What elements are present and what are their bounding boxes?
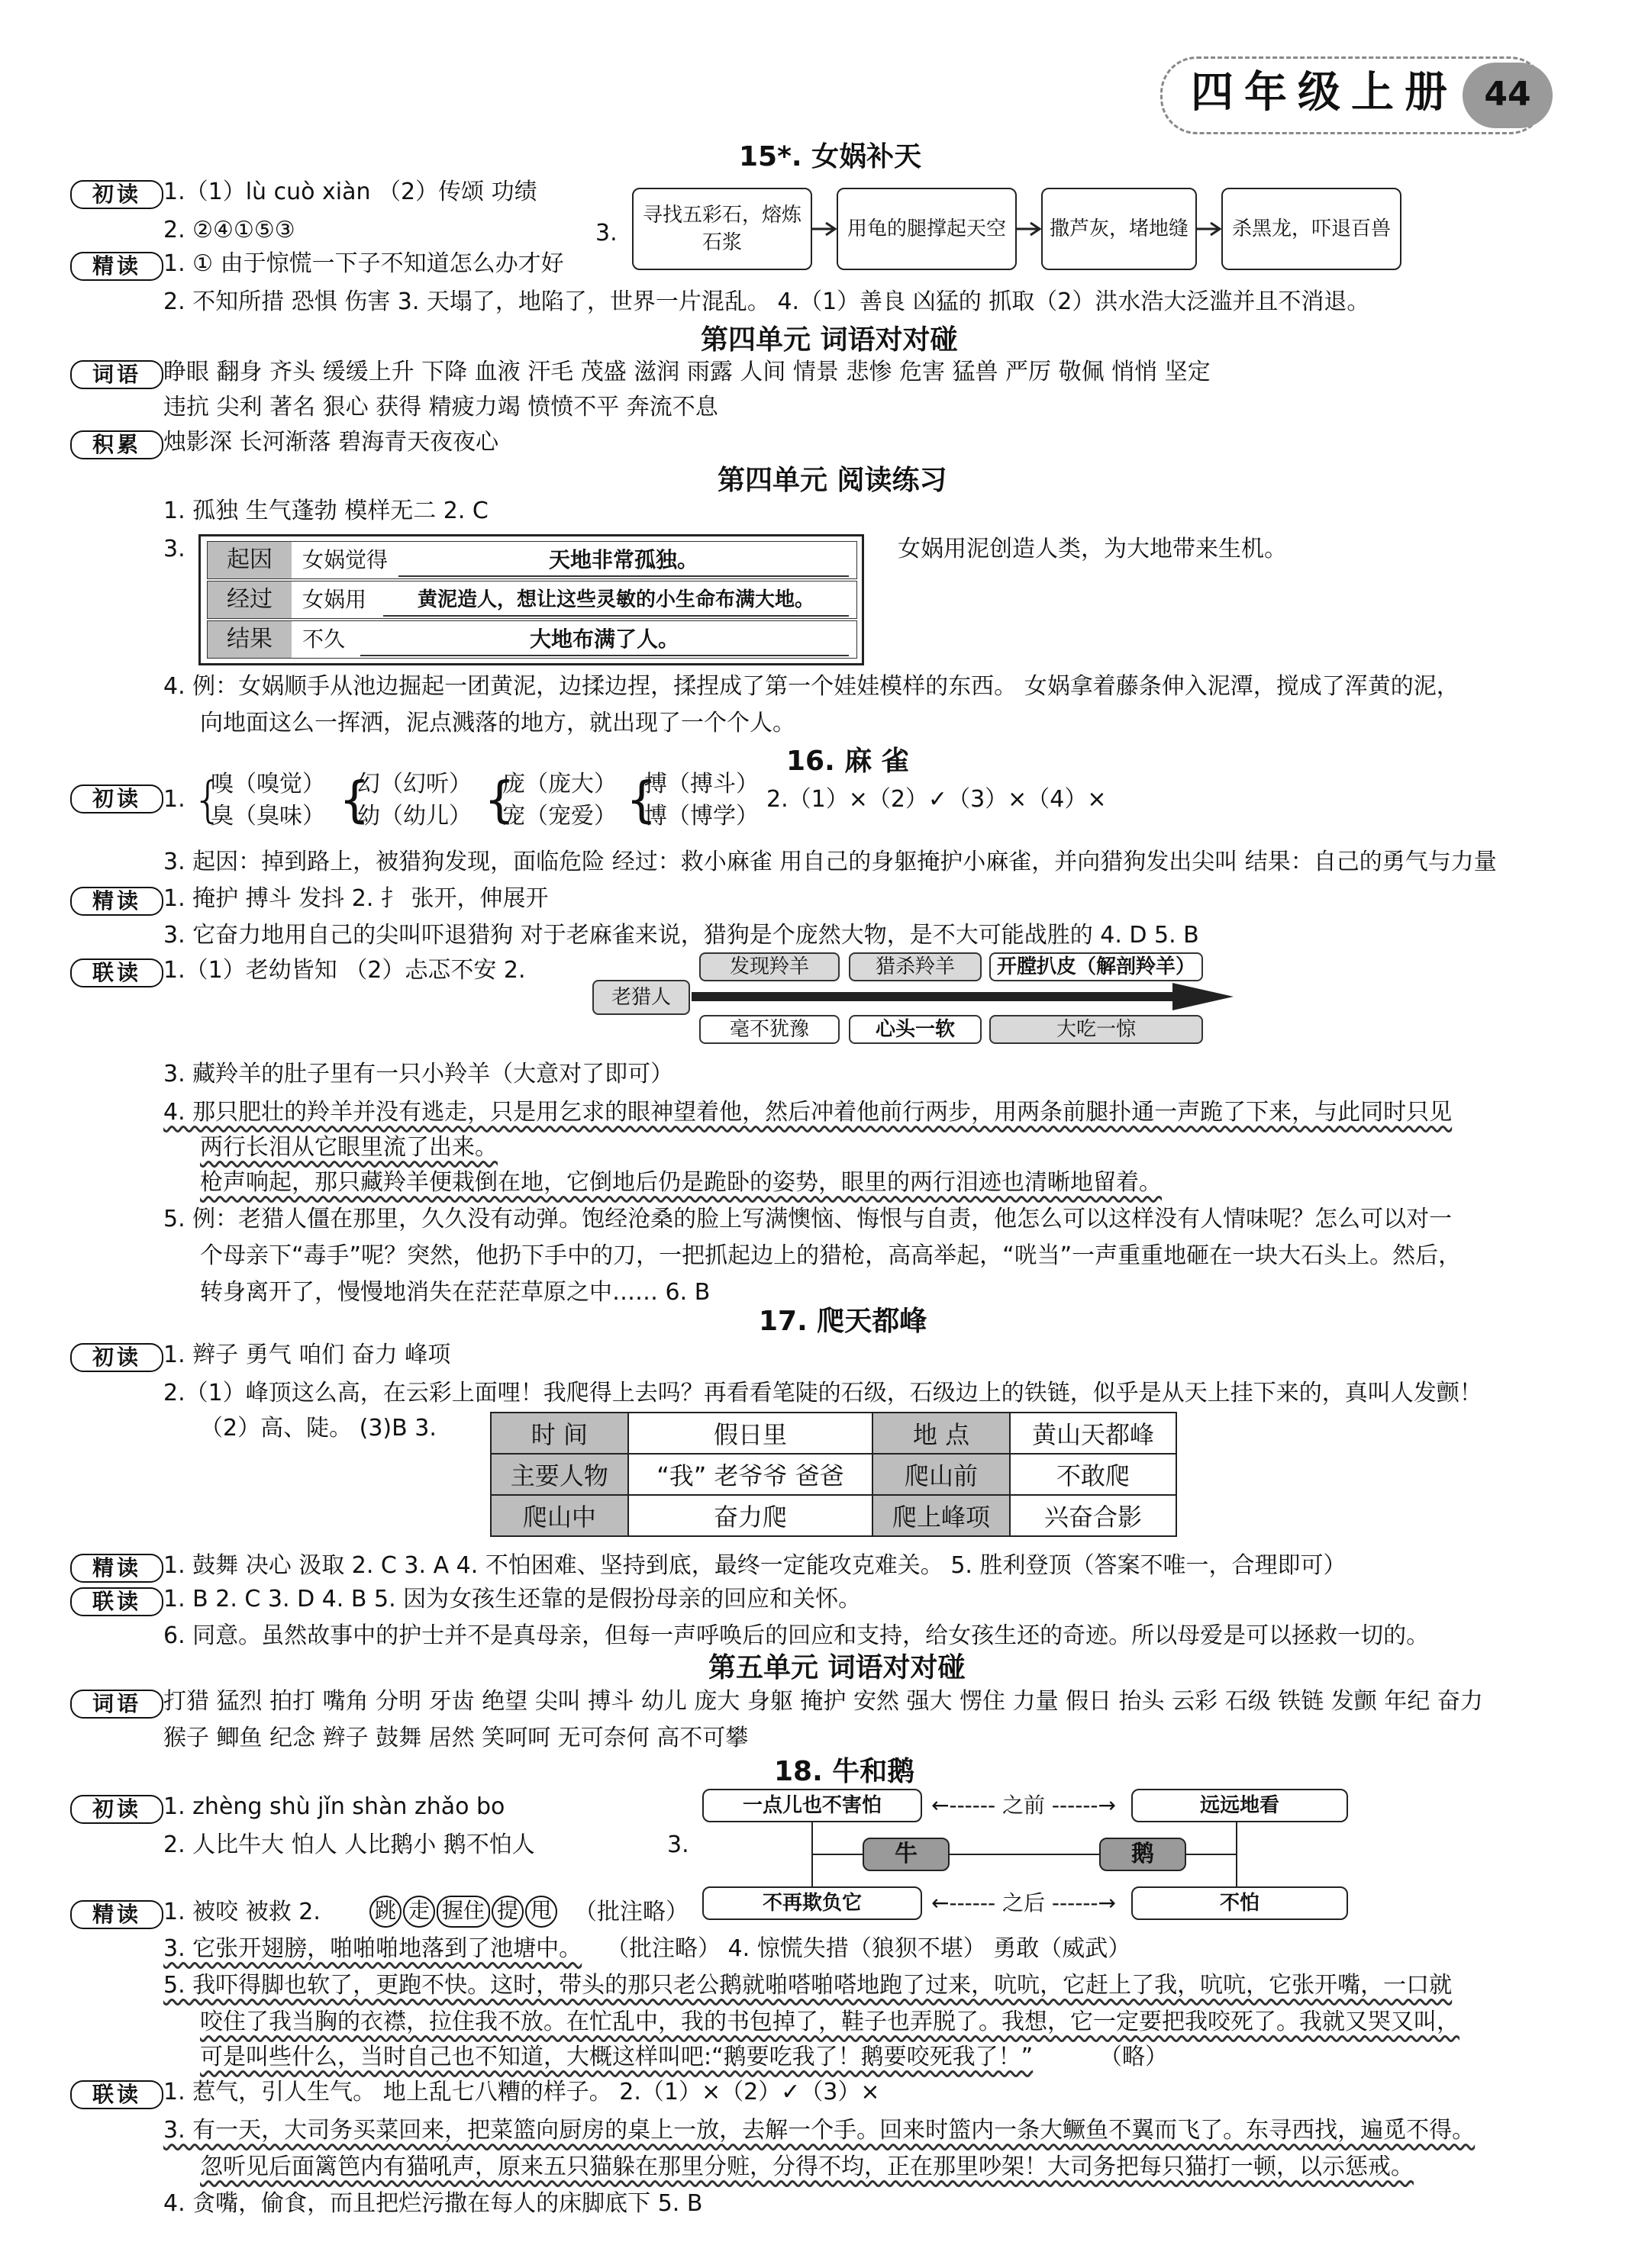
flow-text-2: 用龟的腿撑起天空 — [847, 217, 1006, 240]
tag-liandu: 联读 — [70, 1587, 163, 1616]
diag-after: ←------ 之后 ------→ — [931, 1890, 1116, 1915]
flow-text-1: 寻找五彩石，熔炼石浆 — [642, 204, 801, 254]
diag-text: 不再欺负它 — [762, 1892, 862, 1915]
row-pre: 不久 — [302, 627, 346, 652]
diag-goose — [1099, 1838, 1186, 1871]
s15-chu2: 2. ②④①⑤③ — [163, 217, 295, 243]
tag-chudu: 初读 — [70, 1795, 163, 1824]
u4-ci2: 违抗 尖利 著名 狠心 获得 精疲力竭 愤愤不平 奔流不息 — [163, 394, 718, 420]
s16-lian5a: 5. 例：老猎人僵在那里，久久没有动弹。饱经沧桑的脸上写满懊恼、悔恨与自责，他怎么可以这样没有人情味呢？怎么可以对一 — [163, 1206, 1453, 1232]
s15-jing2: 2. 不知所措 恐惧 伤害 3. 天塌了，地陷了，世界一片混乱。 4.（1）善良 凶猛的 抓取（2）洪水浩大泛滥并且不消退。 — [163, 288, 1370, 315]
s15-chu1: 1.（1）lù cuò xiàn （2）传颂 功绩 — [163, 179, 537, 205]
diag-top-right — [1131, 1789, 1348, 1822]
s18-lian4: 4. 贪嘴，偷食，而且把烂污撒在每人的床脚底下 5. B — [163, 2190, 703, 2217]
u4r-q3: 3. — [163, 536, 185, 562]
diag-before-label: 之前 — [1001, 1793, 1045, 1818]
s16-lian3: 3. 藏羚羊的肚子里有一只小羚羊（大意对了即可） — [163, 1061, 674, 1087]
flow-box-1 — [632, 188, 812, 270]
diag-text: 牛 — [895, 1841, 918, 1867]
circled-words — [369, 1896, 559, 1928]
diag-after-label: 之后 — [1001, 1890, 1045, 1915]
row-jieguo — [207, 620, 857, 659]
unit4-reading-title: 第四单元 阅读练习 — [718, 465, 947, 496]
ox-goose-diagram — [702, 1784, 1359, 1937]
row-jingguo — [207, 581, 857, 619]
tag-liandu: 联读 — [70, 2080, 163, 2109]
s18-jing5b: 咬住了我当胸的衣襟，拉住我不放。在忙乱中，我的书包掉了，鞋子也弄脱了。我想，它一定要把我咬死了。我就又哭又叫， — [200, 2009, 1459, 2035]
circled-word: 甩 — [525, 1896, 557, 1928]
table-cell: 黄山天都峰 — [1010, 1413, 1176, 1454]
diag-text: 鹅 — [1131, 1841, 1154, 1867]
s18-jing1b: （批注略） — [574, 1899, 689, 1925]
circled-word: 跳 — [369, 1896, 402, 1928]
brace-item: 嗅（嗅觉） — [211, 771, 325, 797]
row-qiyin — [207, 541, 857, 579]
brace-item: 宠（宠爱） — [502, 803, 617, 830]
u4r-q4a: 4. 例：女娲顺手从池边掘起一团黄泥，边揉边捏，揉捏成了第一个娃娃模样的东西。 女娲拿着藤条伸入泥潭，搅成了浑黄的泥， — [163, 673, 1459, 700]
s17-chu3: （2）高、陡。 (3)B 3. — [200, 1415, 437, 1442]
table-cell: 假日里 — [628, 1413, 872, 1454]
brace-item: 庞（庞大） — [502, 771, 617, 797]
brace-item: 幼（幼儿） — [357, 803, 472, 830]
u5-ci1: 打猎 猛烈 拍打 嘴角 分明 牙齿 绝望 尖叫 搏斗 幼儿 庞大 身躯 掩护 安然 强大 愣住 力量 假日 抬头 云彩 石级 铁链 发颤 年纪 奋力 — [163, 1688, 1483, 1715]
header-grade: 四年级上册 — [1191, 68, 1458, 118]
unit5-ciyu-title: 第五单元 词语对对碰 — [708, 1652, 966, 1683]
arrow-top-2: 猎杀羚羊 — [849, 952, 982, 981]
unit4-ciyu-title: 第四单元 词语对对碰 — [701, 324, 958, 356]
table-cell: 主要人物 — [491, 1454, 628, 1495]
flow-text-4: 杀黑龙，吓退百兽 — [1231, 217, 1391, 240]
arrow-bottom-2: 心头一软 — [849, 1015, 982, 1044]
s16-chu2: 2.（1）×（2）✓（3）×（4）× — [766, 786, 1107, 813]
table-cell: 地 点 — [872, 1413, 1010, 1454]
s17-jing: 1. 鼓舞 决心 汲取 2. C 3. A 4. 不怕困难、坚持到底，最终一定能攻克难关。 5. 胜利登顶（答案不唯一，合理即可） — [163, 1552, 1347, 1579]
table-cell: 爬上峰项 — [872, 1495, 1010, 1536]
table-row — [491, 1454, 1176, 1495]
arrow-top-1: 发现羚羊 — [699, 952, 840, 981]
lesson-18-title: 18. 牛和鹅 — [774, 1756, 915, 1787]
s16-jing3: 3. 它奋力地用自己的尖叫吓退猎狗 对于老麻雀来说，猎狗是个庞然大物，是不大可能战胜的 4. D 5. B — [163, 922, 1199, 949]
s18-jing3a: 3. 它张开翅膀，啪啪啪地落到了池塘中。 — [163, 1935, 582, 1962]
diag-ox — [863, 1838, 950, 1871]
flow-box-4 — [1221, 188, 1401, 270]
row-label: 结果 — [208, 621, 292, 658]
s16-chu3: 3. 起因：掉到路上，被猎狗发现，面临危险 经过：救小麻雀 用自己的身躯掩护小麻雀，并向猎狗发出尖叫 结果：自己的勇气与力量 — [163, 849, 1497, 875]
s17-lian6: 6. 同意。虽然故事中的护士并不是真母亲，但每一声呼唤后的回应和支持，给女孩生还的奇迹。所以母爱是可以拯救一切的。 — [163, 1622, 1430, 1649]
circled-word: 握住 — [437, 1896, 490, 1928]
tag-chudu: 初读 — [70, 1343, 163, 1372]
table-cell: 不敢爬 — [1010, 1454, 1176, 1495]
diag-bottom-left — [702, 1886, 922, 1920]
climb-table — [490, 1412, 1177, 1537]
brace-icon: { — [192, 772, 224, 829]
arrow-bottom-3: 大吃一惊 — [989, 1015, 1203, 1044]
s18-jing5d: （略） — [1099, 2044, 1168, 2070]
diag-text: 不怕 — [1219, 1892, 1259, 1915]
brace-icon: { — [339, 772, 370, 829]
s18-chu2: 2. 人比牛大 怕人 人比鹅小 鹅不怕人 — [163, 1831, 535, 1858]
arrow-diagram — [592, 946, 1241, 1045]
brace-icon: { — [626, 772, 657, 829]
brace-icon: { — [484, 772, 515, 829]
row-label: 经过 — [208, 581, 292, 618]
s16-lian4c: 枪声响起，那只藏羚羊便栽倒在地，它倒地后仍是跪卧的姿势，眼里的两行泪迹也清晰地留着。 — [200, 1169, 1162, 1196]
lesson-16-title: 16. 麻 雀 — [786, 746, 909, 777]
flow-text-3: 撒芦灰，堵地缝 — [1049, 217, 1189, 240]
row-label: 起因 — [208, 542, 292, 578]
row-answer: 大地布满了人。 — [360, 624, 849, 656]
s15-jing1: 1. ① 由于惊慌一下子不知道怎么办才好 — [163, 250, 564, 277]
s15-chu3: 3. — [595, 220, 618, 246]
lesson-17-title: 17. 爬天都峰 — [759, 1306, 927, 1337]
s16-lian5c: 转身离开了，慢慢地消失在茫茫草原之中…… 6. B — [200, 1279, 711, 1306]
s17-chu1: 1. 辫子 勇气 咱们 奋力 峰项 — [163, 1342, 451, 1368]
tag-jingdu: 精读 — [70, 887, 163, 916]
lesson-15-title: 15*. 女娲补天 — [739, 141, 922, 172]
table-cell: 爬山中 — [491, 1495, 628, 1536]
u4r-q4b: 向地面这么一挥洒，泥点溅落的地方，就出现了一个个人。 — [200, 710, 795, 736]
u4-ji: 烛影深 长河渐落 碧海青天夜夜心 — [163, 429, 499, 456]
row-pre: 女娲用 — [302, 587, 367, 612]
s18-jing5a: 5. 我吓得脚也软了，更跑不快。这时，带头的那只老公鹅就啪嗒啪嗒地跑了过来，吭吭，它赶上了我，吭吭，它张开嘴，一口就 — [163, 1972, 1453, 1999]
u4r-side: 女娲用泥创造人类，为大地带来生机。 — [898, 536, 1287, 562]
flow-arrows — [809, 214, 1237, 244]
brace-item: 搏（搏斗） — [644, 771, 759, 797]
tag-chudu: 初读 — [70, 180, 163, 209]
tag-chudu: 初读 — [70, 784, 163, 813]
circled-word: 走 — [403, 1896, 435, 1928]
diag-before: ←------ 之前 ------→ — [931, 1793, 1116, 1818]
s18-jing1a: 1. 被咬 被救 2. — [163, 1899, 321, 1925]
s16-lian1: 1.（1）老幼皆知 （2）忐忑不安 2. — [163, 957, 526, 984]
s18-jing3b: （批注略） 4. 惊慌失措（狼狈不堪） 勇敢（威武） — [606, 1935, 1131, 1962]
s17-chu2: 2.（1）峰顶这么高，在云彩上面哩！我爬得上去吗？再看看笔陡的石级，石级边上的铁链，似乎是从天上挂下来的，真叫人发颤！ — [163, 1380, 1482, 1406]
brace-item: 臭（臭味） — [211, 803, 325, 830]
tag-ciyu: 词语 — [70, 360, 163, 389]
s18-chu1: 1. zhèng shù jǐn shàn zhǎo bo — [163, 1793, 505, 1820]
table-cell: 时 间 — [491, 1413, 628, 1454]
tag-jilei: 积累 — [70, 430, 163, 459]
tag-jingdu: 精读 — [70, 252, 163, 281]
tag-ciyu: 词语 — [70, 1690, 163, 1719]
s18-lian3a: 3. 有一天，大司务买菜回来，把菜篮向厨房的桌上一放，去解一个手。回来时篮内一条大鳜鱼不翼而飞了。东寻西找，遍觅不得。 — [163, 2117, 1476, 2144]
tag-jingdu: 精读 — [70, 1554, 163, 1583]
row-answer: 天地非常孤独。 — [398, 545, 849, 577]
brace-item: 博（博学） — [644, 803, 759, 830]
u5-ci2: 猴子 鲫鱼 纪念 辫子 鼓舞 居然 笑呵呵 无可奈何 高不可攀 — [163, 1725, 749, 1751]
s16-lian4b: 两行长泪从它眼里流了出来。 — [200, 1134, 498, 1161]
arrow-start: 老猎人 — [592, 980, 690, 1015]
table-cell: 兴奋合影 — [1010, 1495, 1176, 1536]
row-answer: 黄泥造人，想让这些灵敏的小生命布满大地。 — [383, 585, 849, 617]
circled-word: 提 — [492, 1896, 524, 1928]
brace-item: 幻（幻听） — [357, 771, 472, 797]
page-number: 44 — [1484, 75, 1531, 114]
tag-liandu: 联读 — [70, 958, 163, 987]
s16-lian4a: 4. 那只肥壮的羚羊并没有逃走，只是用乞求的眼神望着他，然后冲着他前行两步，用两条前腿扑通一声跪了下来，与此同时只见 — [163, 1099, 1453, 1126]
s18-lian3b: 忽听见后面篱笆内有猫吼声，原来五只猫躲在那里分赃，分得不均，正在那里吵架！大司务把每只猫打一顿，以示惩戒。 — [200, 2154, 1414, 2180]
arrow-top-3: 开膛扒皮（解剖羚羊） — [989, 952, 1203, 981]
diag-bottom-right — [1131, 1886, 1348, 1920]
tag-jingdu: 精读 — [70, 1900, 163, 1929]
diag-text: 远远地看 — [1199, 1794, 1279, 1817]
table-row — [491, 1413, 1176, 1454]
diag-top-left — [702, 1789, 922, 1822]
s17-lian1: 1. B 2. C 3. D 4. B 5. 因为女孩生还靠的是假扮母亲的回应和关怀。 — [163, 1586, 862, 1612]
reading-table — [198, 534, 864, 665]
diag-text: 一点儿也不害怕 — [742, 1794, 882, 1817]
s18-jing5c: 可是叫些什么，当时自己也不知道，大概这样叫吧:“鹅要吃我了！鹅要咬死我了！” — [200, 2044, 1034, 2070]
table-row — [491, 1495, 1176, 1536]
u4r-q1: 1. 孤独 生气蓬勃 模样无二 2. C — [163, 498, 489, 524]
table-cell: 奋力爬 — [628, 1495, 872, 1536]
s16-lian5b: 个母亲下“毒手”呢？突然，他扔下手中的刀，一把抓起边上的猎枪，高高举起，“咣当”一声重重地砸在一块大石头上。然后， — [200, 1242, 1462, 1269]
s16-chu1-num: 1. — [163, 786, 185, 813]
arrow-bottom-1: 毫不犹豫 — [699, 1015, 840, 1044]
table-cell: “我” 老爷爷 爸爸 — [628, 1454, 872, 1495]
table-cell: 爬山前 — [872, 1454, 1010, 1495]
row-pre: 女娲觉得 — [302, 547, 389, 572]
u4-ci1: 睁眼 翻身 齐头 缓缓上升 下降 血液 汗毛 茂盛 滋润 雨露 人间 情景 悲惨 危害 猛兽 严厉 敬佩 悄悄 坚定 — [163, 359, 1211, 385]
s16-jing1: 1. 掩护 搏斗 发抖 2. 扌 张开，伸展开 — [163, 885, 549, 912]
s18-lian1: 1. 惹气，引人生气。 地上乱七八糟的样子。 2.（1）×（2）✓（3）× — [163, 2079, 880, 2105]
s18-chu3: 3. — [667, 1831, 689, 1858]
